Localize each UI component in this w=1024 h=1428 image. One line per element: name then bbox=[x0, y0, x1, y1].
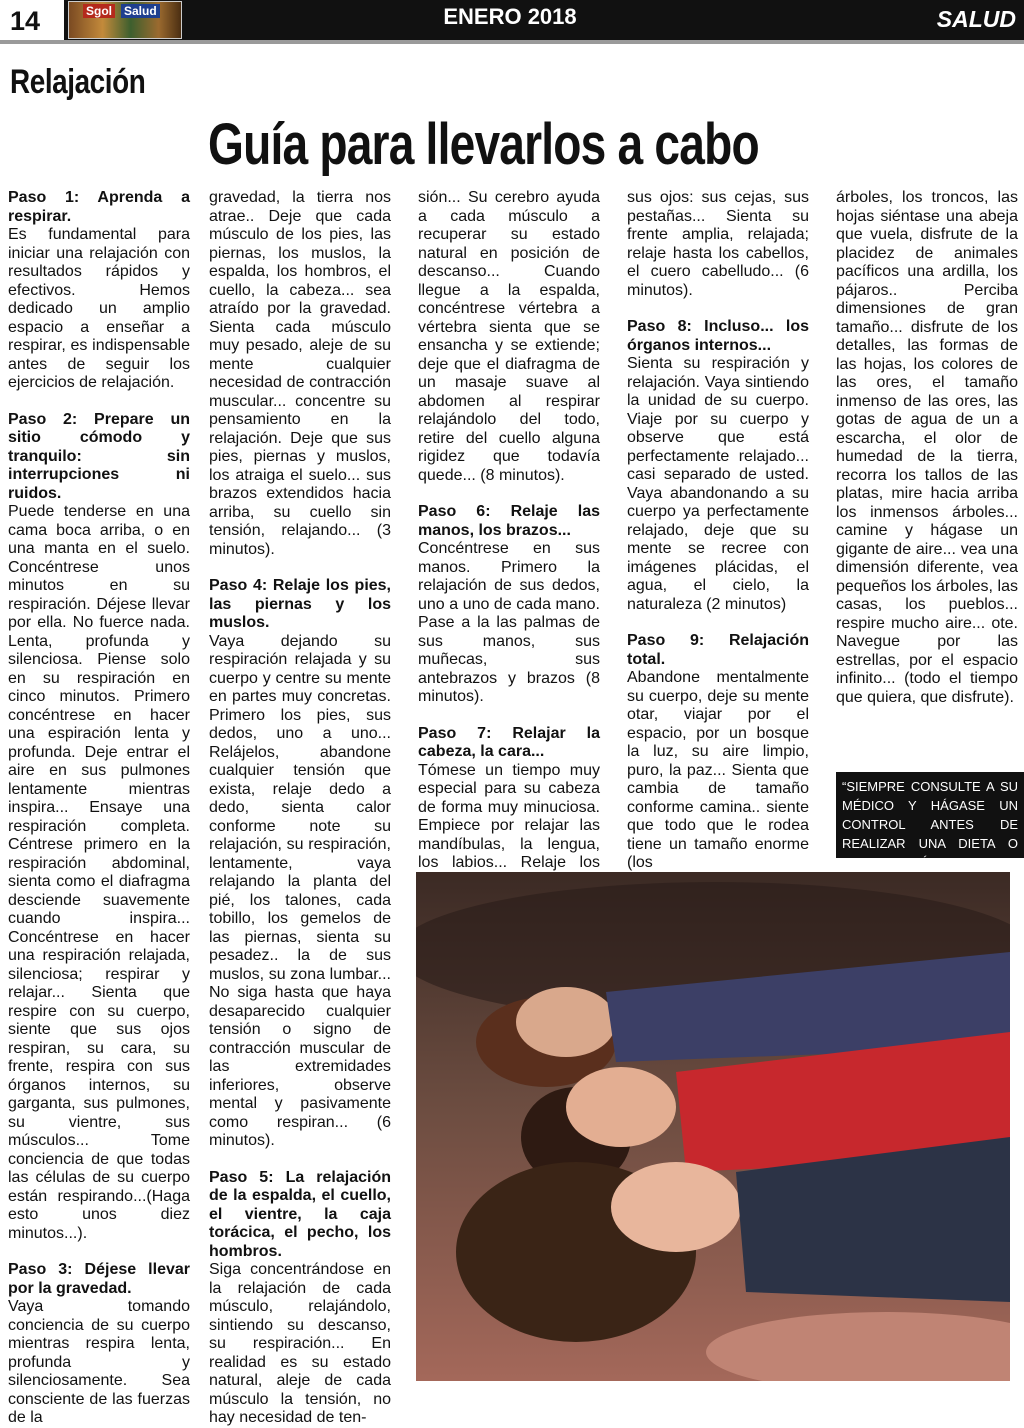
step-text: Puede tenderse en una cama boca arriba, o en una manta en el suelo. Concéntrese unos minutos en su respiración. Déjese llevar por ella. No fuerce nada. Lenta, profunda y silenciosa. Piense solo en su respiración en cinco minutos. Primero concéntrese en hacer una espiración lenta y profunda. Deje entrar el aire en sus pulmones lentamente mientras inspira... Ensaye una respiración completa. Céntrese primero en la respiración abdominal, sienta como el diafragma desciende suavemente cuando inspira... Concéntrese en hacer una respiración relajada, silenciosa; respirar y relajar... Sienta que respire con su cuerpo, siente que sus ojos respiran, su cara, su frente, respira con sus órganos internos, su garganta, sus pulmones, su vientre, sus músculos... Tome conciencia de que todas las células de su cuerpo están respirando...(Haga esto unos diez minutos...). bbox=[8, 503, 190, 1242]
publication-logo bbox=[68, 1, 182, 39]
step-heading: Paso 3: Déjese llevar por la gravedad. bbox=[8, 1261, 190, 1297]
logo-text-2: Salud bbox=[121, 4, 160, 18]
photo-people-lying-relaxing-icon bbox=[416, 872, 1010, 1381]
text-column-1 bbox=[8, 189, 190, 1428]
step-heading: Paso 6: Relaje las manos, los brazos... bbox=[418, 503, 600, 539]
text-column-5 bbox=[836, 189, 1018, 707]
step-text: Concéntrese en sus manos. Primero la relajación de sus dedos, uno a uno de cada mano. Pase a la las palmas de sus manos, sus muñecas, sus antebrazos y brazos (8 minutos). bbox=[418, 540, 600, 705]
text-column-4 bbox=[627, 189, 809, 873]
step-heading: Paso 4: Relaje los pies, las piernas y los muslos. bbox=[209, 577, 391, 631]
article-headline: Guía para llevarlos a cabo bbox=[208, 112, 759, 177]
page-number: 14 bbox=[0, 0, 64, 40]
step-text: sus ojos: sus cejas, sus pestañas... Sienta su frente amplia, relajada; relaje hasta los cabellos, el cuero cabelludo... (6 minutos). bbox=[627, 189, 809, 299]
step-text: Es fundamental para iniciar una relajación con resultados rápidos y efectivos. Hemos dedicado un amplio espacio a enseñar a respirar, es indispensable antes de seguir los ejercicios de relajación. bbox=[8, 226, 190, 391]
step-text: sión... Su cerebro ayuda a cada músculo a recuperar su estado natural en posición de descanso... Cuando llegue a la espalda, concéntrese vértebra a vértebra sienta que se ensancha y se extiende; deje que el diafragma de un masaje suave al abdomen al respirar relajándolo del todo, retire del cuello alguna rigidez que todavía quede... (8 minutos). bbox=[418, 189, 600, 484]
text-column-3 bbox=[418, 189, 600, 891]
step-text: Vaya tomando conciencia de su cuerpo mientras respira lenta, profunda y silenciosamente. Sea consciente de las fuerzas de la bbox=[8, 1298, 190, 1426]
step-heading: Paso 1: Aprenda a respirar. bbox=[8, 189, 190, 225]
step-text: Vaya dejando su respiración relajada y su cuerpo y centre su mente en partes muy concretas. Primero los pies, sus dedos, uno a uno... Relájelos, abandone cualquier tensión que exista, relaje dedo a dedo, sienta calor conforme note su relajación, su respiración, lentamente, vaya relajando la planta del pié, los talones, cada tobillo, los gemelos de las piernas, sienta su pesadez.. la de sus muslos, su zona lumbar... No siga hasta que haya desaparecido cualquier tensión o signo de contracción muscular de las extremidades inferiores, observe mental y pasivamente como respiran... (6 minutos). bbox=[209, 632, 391, 1149]
step-heading: Paso 8: Incluso... los órganos internos... bbox=[627, 318, 809, 354]
section-name: SALUD bbox=[936, 6, 1016, 32]
step-heading: Paso 2: Prepare un sitio cómodo y tranquilo: sin interrupciones ni ruidos. bbox=[8, 410, 190, 502]
text-column-2 bbox=[209, 189, 391, 1428]
step-text: árboles, los troncos, las hojas siéntase una abeja que vuela, disfrute de la placidez de animales pacíficos una ardilla, los pájaros.. Perciba dimensiones de gran tamaño... disfrute de los detalles, las formas de las hojas, los colores de las ores, el tamaño inmenso de las ores, las gotas de agua de un a escarcha, el olor de humedad de la tierra, recorra los tallos de las platas, mire hacia arriba los inmensos árboles... camine y hágase un gigante de aire... vea una dimensión diferente, vea pequeños los árboles, las casas, los pueblos... respire mucho aire... ote. Navegue por las estrellas, por el espacio infinito... (todo el tiempo que quiera, que disfrute). bbox=[836, 189, 1018, 706]
step-text: Siga concentrándose en la relajación de cada músculo, relajándolo, sintiendo su descanso, su respiración... En realidad es su estado natural, aleje de cada músculo la tensión, no hay necesidad de ten- bbox=[209, 1261, 391, 1426]
step-heading: Paso 9: Relajación total. bbox=[627, 632, 809, 668]
article-kicker: Relajación bbox=[10, 63, 146, 101]
logo-text-1: Sgol bbox=[83, 4, 115, 18]
step-text: Tómese un tiempo muy especial para su cabeza de forma muy minuciosa. Empiece por relajar las mandíbulas, la lengua, los labios... Relaje los bbox=[418, 761, 600, 871]
step-heading: Paso 7: Relajar la cabeza, la cara... bbox=[418, 724, 600, 760]
health-warning-callout: “SIEMPRE CONSULTE A SU MÉDICO Y HÁGASE UN CONTROL ANTES DE REALIZAR UNA DIETA O ACTIVIDAD FÍSICA” bbox=[836, 772, 1024, 858]
header-divider bbox=[0, 40, 1024, 44]
step-text: gravedad, la tierra nos atrae.. Deje que cada músculo de los pies, las piernas, los muslos, la espalda, los hombros, el cuello, la cabeza... sea atraído por la gravedad. Sienta cada músculo muy pesado, aleje de su mente cualquier necesidad de contracción muscular... concentre su pensamiento en la relajación. Deje que sus pies, piernas y muslos, los atraiga el suelo... sus brazos extendidos hacia arriba, su cuello sin tensión, relajando... (3 minutos). bbox=[209, 189, 391, 558]
step-text: Abandone mentalmente su cuerpo, deje su mente otar, viajar por el espacio, por un bosque la luz, su aire limpio, puro, la paz... Sienta que cambia de tamaño conforme camina.. siente que todo que le rodea tiene un tamaño enorme (los bbox=[627, 669, 809, 871]
step-heading: Paso 5: La relajación de la espalda, el cuello, el vientre, la caja torácica, el pecho, los hombros. bbox=[209, 1168, 391, 1260]
issue-date: ENERO 2018 bbox=[443, 4, 577, 29]
step-text: Sienta su respiración y relajación. Vaya sintiendo la unidad de su cuerpo. Viaje por su cuerpo y observe que está perfectamente relajado... casi separado de usted. Vaya abandonando a su cuerpo ya perfectamente relajado, deje que su mente se recree con imágenes plácidas, el agua, el cielo, la naturaleza (2 minutos) bbox=[627, 355, 809, 613]
